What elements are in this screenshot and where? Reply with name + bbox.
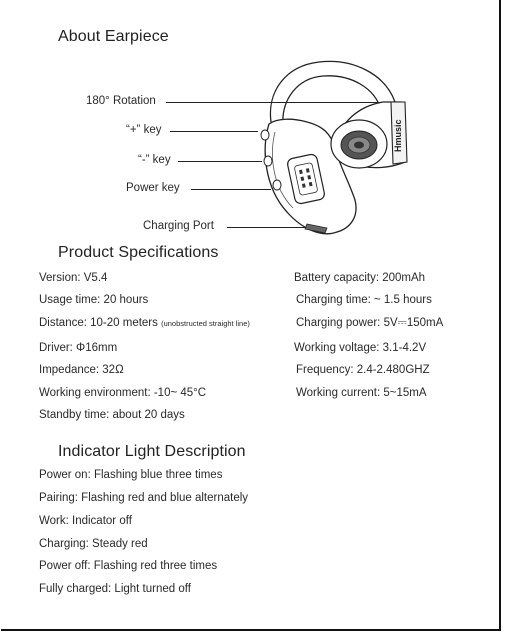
power-key-label: Power key [126,182,180,194]
spec-frequency: Frequency: 2.4-2.480GHZ [296,364,430,376]
indicator-power-on: Power on: Flashing blue three times [39,469,223,481]
spec-standby-time: Standby time: about 20 days [39,409,185,421]
spec-version: Version: V5.4 [39,272,108,284]
indicator-power-off: Power off: Flashing red three times [39,560,218,572]
spec-working-current: Working current: 5~15mA [296,387,427,399]
about-title: About Earpiece [58,28,169,45]
spec-charging-time: Charging time: ~ 1.5 hours [296,294,432,306]
brand-logo: Hmusic [393,119,403,152]
spec-distance-value: Distance: 10-20 meters [39,317,158,329]
spec-usage-time: Usage time: 20 hours [39,294,149,306]
spec-driver: Driver: Φ16mm [39,342,118,354]
indicator-pairing: Pairing: Flashing red and blue alternately [39,492,249,504]
spec-battery-capacity: Battery capacity: 200mAh [294,272,426,284]
charging-port-label: Charging Port [143,220,214,232]
indicator-fully-charged: Fully charged: Light turned off [39,583,191,595]
spec-distance-note: (unobstructed straight line) [161,319,250,328]
spec-charging-power: Charging power: 5V⎓150mA [296,317,444,329]
spec-distance [39,317,250,329]
indicator-title: Indicator Light Description [58,443,246,460]
spec-working-voltage: Working voltage: 3.1-4.2V [294,342,427,354]
spec-impedance: Impedance: 32Ω [39,364,124,376]
indicator-charging: Charging: Steady red [39,538,148,550]
earpiece-illustration [235,52,415,242]
rotation-label: 180° Rotation [86,95,156,107]
specs-title: Product Specifications [58,244,219,261]
spec-working-environment: Working environment: -10~ 45°C [39,387,207,399]
indicator-work: Work: Indicator off [39,515,132,527]
minus-key-label: “-” key [138,154,171,166]
plus-key-label: “+” key [126,124,162,136]
